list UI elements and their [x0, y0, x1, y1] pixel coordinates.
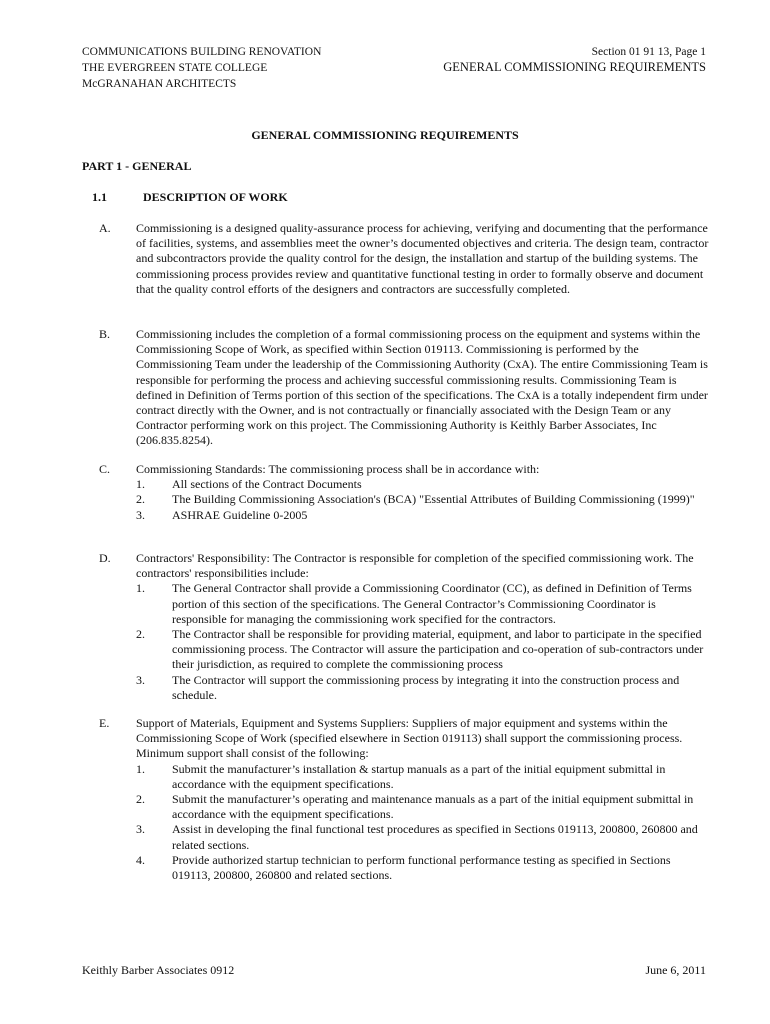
header-architect-name: McGRANAHAN ARCHITECTS	[82, 78, 237, 90]
part-heading: PART 1 - GENERAL	[82, 159, 192, 173]
footer-company: Keithly Barber Associates 0912	[82, 963, 235, 977]
list-item-number: 2.	[136, 627, 145, 642]
paragraph-letter: B.	[99, 327, 111, 341]
list-item-text: The General Contractor shall provide a Commissioning Coordinator (CC), as defined in Definition of Terms portion of this section of the specifications. The General Contractor’s Commissioning Coordinator is responsible for managing the commissioning work specified for the contractors.	[172, 581, 692, 626]
list-item-number: 3.	[136, 507, 145, 522]
list-item-text: All sections of the Contract Documents	[172, 477, 362, 492]
list-item-text: Provide authorized startup technician to perform functional performance testing as specified in Sections 019113, 200800, 260800 and related sections.	[172, 852, 671, 883]
list-item	[136, 822, 712, 852]
footer-date: June 6, 2011	[645, 963, 706, 977]
paragraph-letter: A.	[99, 221, 111, 235]
list-item-number: 2.	[136, 492, 145, 507]
list-item-number: 4.	[136, 852, 145, 867]
list-item-number: 3.	[136, 672, 145, 687]
list-item	[136, 492, 712, 507]
list-item-number: 3.	[136, 822, 145, 837]
list-item	[136, 477, 712, 492]
paragraph-letter: C.	[99, 462, 111, 476]
list-item-number: 1.	[136, 477, 145, 492]
list-item-text: The Contractor will support the commissioning process by integrating it into the construction process and schedule.	[172, 672, 680, 702]
list-item	[136, 627, 712, 673]
paragraph-intro: Support of Materials, Equipment and Systems Suppliers: Suppliers of major equipment and systems within the Commissioning Scope of Work (specified elsewhere in Section 019113) shall support the commissioning process. Minimum support shall consist of the following:	[136, 716, 683, 761]
list-item-number: 2.	[136, 792, 145, 807]
paragraph-intro: Contractors' Responsibility: The Contractor is responsible for completion of the specified commissioning work. The contractors' responsibilities include:	[136, 551, 694, 581]
list-item	[136, 508, 712, 523]
paragraph-letter: D.	[99, 551, 111, 565]
header-section-page: Section 01 91 13, Page 1	[591, 46, 706, 58]
list-item-number: 1.	[136, 761, 145, 776]
paragraph-letter: E.	[99, 716, 110, 730]
list-item-text: The Building Commissioning Association's (BCA) "Essential Attributes of Building Commissioning (1999)"	[172, 492, 695, 507]
paragraph-body	[136, 462, 712, 523]
paragraph-text: Commissioning is a designed quality-assurance process for achieving, verifying and documenting that the performance of facilities, systems, and assemblies meet the owner’s documented objectives and criteria. The design team, contractor and subcontractors provide the quality control for the design, the installation and startup of the building systems. The commissioning process provides review and quantitative functional testing in order to formally observe and document that the quality control efforts of the designers and contractors are successfully completed.	[136, 221, 709, 296]
list-item	[136, 792, 712, 822]
document-title: GENERAL COMMISSIONING REQUIREMENTS	[251, 128, 519, 142]
list-item	[136, 762, 712, 792]
list-item	[136, 581, 712, 627]
list-item-text: Assist in developing the final functional test procedures as specified in Sections 019113, 200800, 260800 and related sections.	[172, 822, 698, 852]
list-item	[136, 853, 712, 883]
paragraph-body	[136, 551, 712, 703]
article-title: DESCRIPTION OF WORK	[143, 190, 288, 204]
header-project-name: COMMUNICATIONS BUILDING RENOVATION	[82, 46, 322, 58]
header-project-block	[82, 44, 321, 92]
list-item-text: Submit the manufacturer’s installation & startup manuals as a part of the initial equipment submittal in accordance with the equipment specifications.	[172, 761, 666, 791]
list-item	[136, 673, 712, 703]
list-item-number: 1.	[136, 581, 145, 596]
paragraph-body	[136, 716, 712, 883]
article-number: 1.1	[92, 190, 107, 204]
list-item-text: The Contractor shall be responsible for providing material, equipment, and labor to participate in the specified commissioning process. The Contractor will assure the participation and co-operation of sub-contractors under their jurisdiction, as required to complete the commissioning process	[172, 627, 704, 672]
list-item-text: Submit the manufacturer’s operating and maintenance manuals as a part of the initial equipment submittal in accordance with the equipment specifications.	[172, 792, 694, 822]
header-college-name: THE EVERGREEN STATE COLLEGE	[82, 62, 268, 74]
list-item-text: ASHRAE Guideline 0-2005	[172, 507, 308, 522]
header-section-title: GENERAL COMMISSIONING REQUIREMENTS	[443, 60, 706, 74]
paragraph-intro: Commissioning Standards: The commissioning process shall be in accordance with:	[136, 462, 540, 476]
paragraph-text: Commissioning includes the completion of a formal commissioning process on the equipment and systems within the Commissioning Scope of Work, as specified within Section 019113. Commissioning is performed by the Commissioning Team under the leadership of the Commissioning Authority (CxA). The entire Commissioning Team is responsible for performing the process and achieving successful commissioning results. Commissioning Team is defined in Definition of Terms portion of this section of the specifications. The CxA is a totally independent firm under contract directly with the Owner, and is not contractually or financially associated with the Design Team or any Contractor performing work on this project. The Commissioning Authority is Keithly Barber Associates, Inc (206.835.8254).	[136, 327, 708, 448]
